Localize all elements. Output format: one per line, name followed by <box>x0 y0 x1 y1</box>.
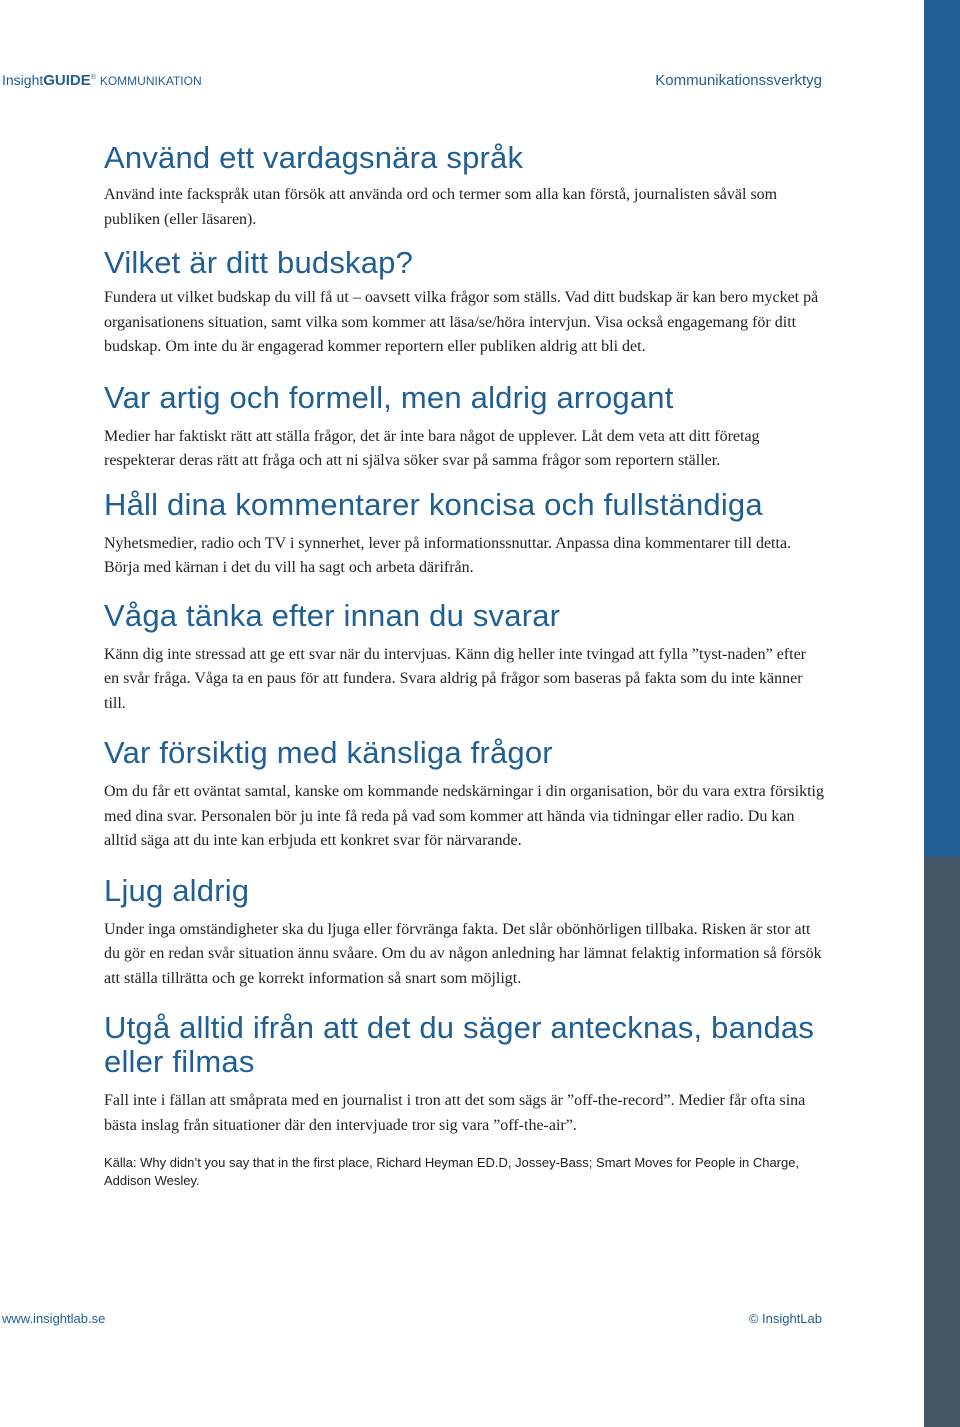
brand-registered: ® <box>90 74 96 81</box>
section-heading: Ljug aldrig <box>104 872 250 908</box>
section-heading: Vilket är ditt budskap? <box>104 245 414 280</box>
section-budskap <box>104 246 824 360</box>
section-heading: Var artig och formell, men aldrig arrogant <box>104 379 674 415</box>
section-body: Använd inte fackspråk utan försök att använda ord och termer som alla kan förstå, journalisten såväl som publiken (eller läsaren). <box>104 186 778 228</box>
section-body: Fundera ut vilket budskap du vill få ut – oavsett vilka frågor som ställs. Vad ditt budskap är kan bero mycket på organisationens situation, samt vilka som kommer att läsa/se/höra intervjun. Visa också engagemang för ditt budskap. Om inte du är engagerad kommer reportern eller publiken aldrig att bli det. <box>104 289 819 355</box>
page-header <box>0 72 822 92</box>
sidebar-accent-slate <box>924 857 960 1427</box>
section-heading: Våga tänka efter innan du svarar <box>104 597 561 633</box>
section-body: Under inga omständigheter ska du ljuga eller förvränga fakta. Det slår obönhörligen tillbaka. Risken är stor att du gör en redan svår situation ännu svåare. Om du av någon anledning har lämnat felaktig information så försök att ställa tillrätta och ge korrekt information så snart som möjligt. <box>104 920 822 987</box>
sidebar-accent-blue <box>924 0 960 857</box>
main-content <box>104 141 824 1190</box>
section-ljug-aldrig <box>104 874 824 992</box>
section-tanka-efter <box>104 599 824 717</box>
footer-copyright: © InsightLab <box>748 1311 822 1326</box>
section-artig-formell <box>104 381 824 474</box>
section-title: Kommunikationssverktyg <box>655 72 822 89</box>
brand-logo <box>2 72 202 89</box>
section-heading: Utgå alltid ifrån att det du säger antecknas, bandas eller filmas <box>104 1010 815 1079</box>
section-heading: Använd ett vardagsnära språk <box>104 140 524 175</box>
section-koncisa-kommentarer <box>104 488 824 581</box>
footer-url-link[interactable]: www.insightlab.se <box>2 1311 106 1326</box>
page-footer <box>0 1311 822 1331</box>
section-heading: Var försiktig med känsliga frågor <box>104 735 553 770</box>
section-heading: Håll dina kommentarer koncisa och fullständiga <box>104 486 763 522</box>
section-kansliga-fragor <box>104 736 824 854</box>
brand-sub: KOMMUNIKATION <box>99 74 202 88</box>
section-body: Känn dig inte stressad att ge ett svar när du intervjuas. Känn dig heller inte tvingad att fylla ”tyst-naden” efter en svår fråga. Våga ta en paus för att fundera. Svara aldrig på frågor som baseras på fakta som du inte känner till. <box>104 645 806 712</box>
section-vardagsnara-sprak <box>104 141 824 232</box>
section-body: Fall inte i fällan att småprata med en journalist i tron att det som sägs är ”off-the-record”. Medier får ofta sina bästa inslag från situationer där den intervjuade tror sig vara ”off-the-air”. <box>104 1092 806 1134</box>
brand-bold: GUIDE <box>43 72 91 89</box>
brand-prefix: Insight <box>2 72 44 88</box>
section-body: Nyhetsmedier, radio och TV i synnerhet, lever på informationssnuttar. Anpassa dina kommentarer till detta. Börja med kärnan i det du vill ha sagt och arbeta därifrån. <box>104 534 792 576</box>
section-body: Om du får ett oväntat samtal, kanske om kommande nedskärningar i din organisation, bör du vara extra försiktig med dina svar. Personalen bör ju inte få reda på vad som kommer att hända via tidningar eller radio. Du kan alltid säga att du inte kan erbjuda ett konkret svar för närvarande. <box>104 783 824 849</box>
section-antecknas <box>104 1011 824 1138</box>
source-citation: Källa: Why didn’t you say that in the first place, Richard Heyman ED.D, Jossey-Bass; Smart Moves for People in Charge, Addison Wesley. <box>104 1155 800 1188</box>
section-body: Medier har faktiskt rätt att ställa frågor, det är inte bara något de upplever. Låt dem veta att ditt företag respekterar deras rätt att fråga och att ni själva söker svar på samma frågor som reportern ställer. <box>104 427 760 469</box>
